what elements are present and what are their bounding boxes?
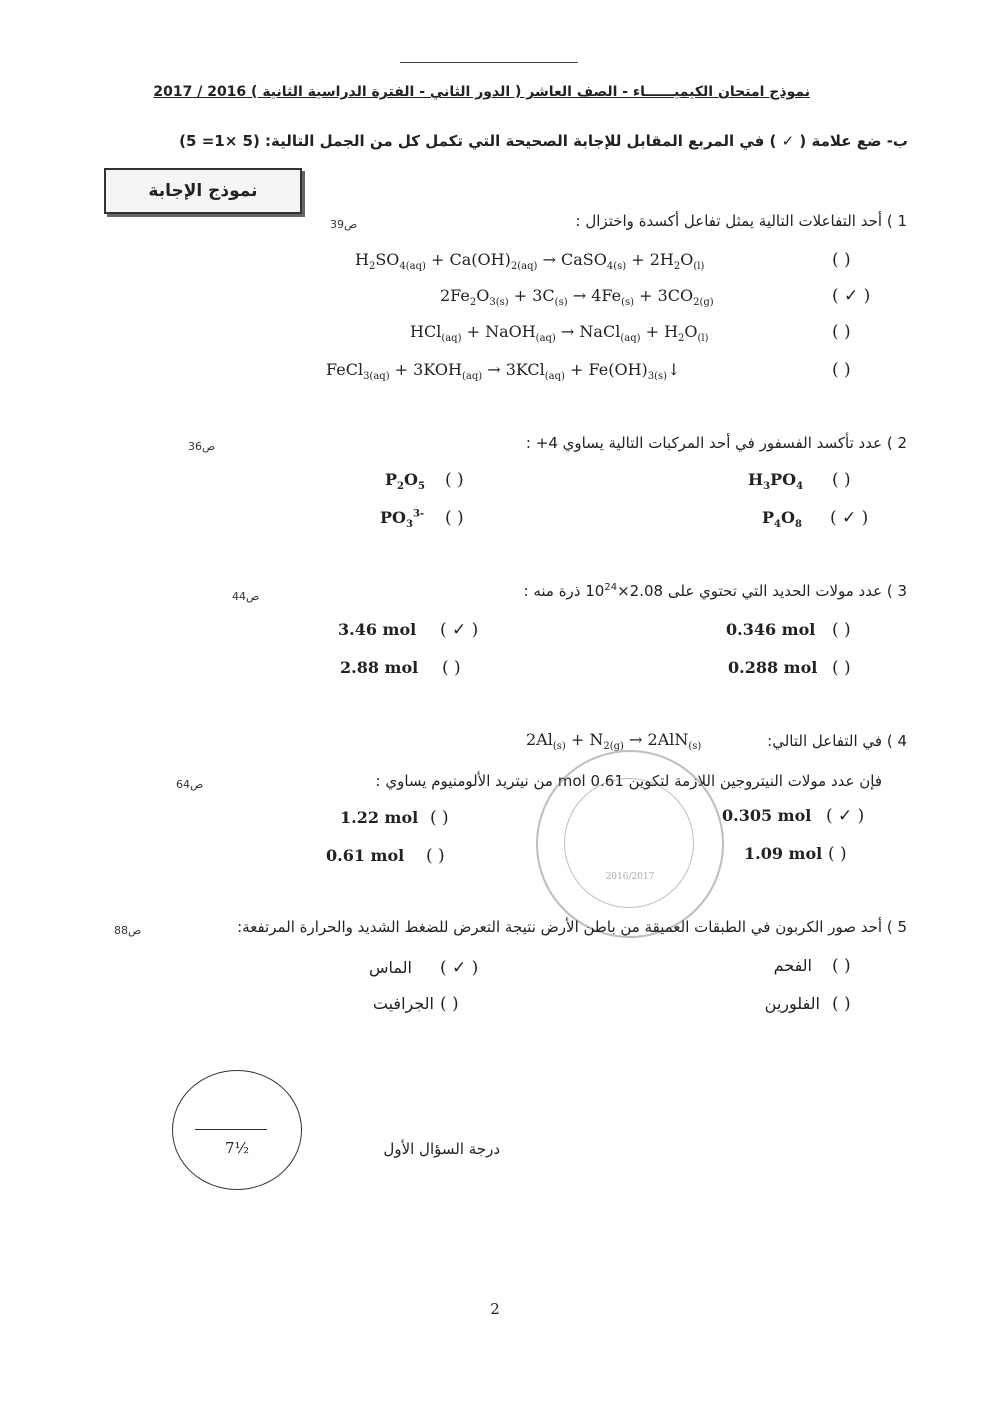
q3-option-4-box[interactable]: ( ) xyxy=(442,658,461,678)
q4-option-1-box[interactable]: ( ✓ ) xyxy=(826,806,865,826)
q1-eq-4: FeCl$_{3(aq)}$ + $3KOH_{(aq)} \to 3KCl_{(aq)}$ + $Fe(OH)_{3(s)}↓$ xyxy=(326,360,681,383)
q1-option-3-box[interactable]: ( ) xyxy=(832,322,851,342)
q2-option-1: $H_3PO_4$ xyxy=(748,470,804,493)
q3-option-1: 0.346 mol xyxy=(726,620,816,639)
stamp-inner-ring xyxy=(564,778,694,908)
q5-page-ref: ص88 xyxy=(114,924,142,937)
score-value: 7½ xyxy=(224,1139,250,1157)
q2-option-3-box[interactable]: ( ✓ ) xyxy=(830,508,869,528)
q5-option-3: الفلورين xyxy=(764,994,820,1013)
q4-page-ref: ص64 xyxy=(176,778,204,791)
official-stamp xyxy=(536,750,724,938)
q3-option-3-box[interactable]: ( ) xyxy=(832,658,851,678)
q5-option-2: الماس xyxy=(369,958,412,977)
instruction: ب- ضع علامة ( ✓ ) في المربع المقابل للإجابة الصحيحة التي تكمل كل من الجمل التالية: (5 ×1= 5) xyxy=(179,132,908,150)
q3-exponent: 24 xyxy=(604,582,618,593)
q3-option-4: 2.88 mol xyxy=(340,658,419,677)
q4-option-2-box[interactable]: ( ) xyxy=(430,808,449,828)
q1-eq-2: $2Fe_2O_{3(s)} + 3C_{(s)} \to 4Fe_{(s)} + 3CO_{2(g)}$ xyxy=(440,286,714,309)
q1-option-4-box[interactable]: ( ) xyxy=(832,360,851,380)
q4-option-4: 0.61 mol xyxy=(326,846,405,865)
q4-option-3: 1.09 mol xyxy=(744,844,823,863)
exam-header: نموذج امتحان الكيميــــــاء - الصف العاشر ( الدور الثاني - الفترة الدراسية الثانية ) 2016 / 2017 xyxy=(153,84,810,100)
q5-option-1-box[interactable]: ( ) xyxy=(832,956,851,976)
q1-eq-1: $H_2SO_{4(aq)} + Ca(OH)_{2(aq)}$ → CaSO$_{4(s)}$ + $2H_2O_{(l)}$ xyxy=(355,250,705,273)
q4-equation: $2Al_{(s)} + N_{2(g)} \to 2AlN_{(s)}$ xyxy=(526,730,702,753)
q5-option-2-box[interactable]: ( ✓ ) xyxy=(440,958,479,978)
q4-option-2: 1.22 mol xyxy=(340,808,419,827)
q2-option-4: $PO_3^{3-}$ xyxy=(380,508,425,531)
q5-option-4: الجرافيت xyxy=(372,994,434,1013)
model-answer-box: نموذج الإجابة xyxy=(104,168,302,214)
q1-option-2-box[interactable]: ( ✓ ) xyxy=(832,286,871,306)
q2-option-2-box[interactable]: ( ) xyxy=(445,470,464,490)
top-rule xyxy=(400,62,578,63)
q2-option-4-box[interactable]: ( ) xyxy=(445,508,464,528)
q1-option-1-box[interactable]: ( ) xyxy=(832,250,851,270)
score-divider xyxy=(195,1129,267,1130)
q1-page-ref: ص39 xyxy=(330,218,358,231)
q2-option-2: $P_2O_5$ xyxy=(385,470,425,493)
q2-option-1-box[interactable]: ( ) xyxy=(832,470,851,490)
q5-option-3-box[interactable]: ( ) xyxy=(832,994,851,1014)
q4-text: 4 ) في التفاعل التالي: xyxy=(767,732,907,750)
q5-option-1: الفحم xyxy=(773,956,812,975)
score-circle xyxy=(172,1070,302,1190)
q3-page-ref: ص44 xyxy=(232,590,260,603)
q2-page-ref: ص36 xyxy=(188,440,216,453)
q3-text xyxy=(524,582,908,600)
score-label: درجة السؤال الأول xyxy=(383,1140,500,1158)
q2-option-3: $P_4O_8$ xyxy=(762,508,802,531)
q3-option-1-box[interactable]: ( ) xyxy=(832,620,851,640)
q3-option-3: 0.288 mol xyxy=(728,658,818,677)
q1-eq-3: HCl$_{(aq)}$ + NaOH$_{(aq)}$ → NaCl$_{(aq)}$ + $H_2O_{(l)}$ xyxy=(410,322,709,345)
q3-text-main: 3 ) عدد مولات الحديد التي تحتوي على 2.08×10 xyxy=(585,582,907,600)
q4-option-4-box[interactable]: ( ) xyxy=(426,846,445,866)
q3-option-2: 3.46 mol xyxy=(338,620,417,639)
page-number: 2 xyxy=(490,1300,500,1318)
q4-text-2: فإن عدد مولات النيتروجين اللازمة لتكوين 0.61 mol من نيتريد الألومنيوم يساوي : xyxy=(375,772,882,790)
q3-option-2-box[interactable]: ( ✓ ) xyxy=(440,620,479,640)
q1-text: 1 ) أحد التفاعلات التالية يمثل تفاعل أكسدة واختزال : xyxy=(575,212,907,230)
stamp-year: 2016/2017 xyxy=(605,872,655,882)
q3-text-tail: ذرة منه : xyxy=(523,582,581,600)
q2-text: 2 ) عدد تأكسد الفسفور في أحد المركبات التالية يساوي 4+ : xyxy=(525,434,907,452)
q5-text: 5 ) أحد صور الكربون في الطبقات العميقة من باطن الأرض نتيجة التعرض للضغط الشديد والحرارة المرتفعة: xyxy=(237,918,907,936)
q4-option-1: 0.305 mol xyxy=(722,806,812,825)
q4-option-3-box[interactable]: ( ) xyxy=(828,844,847,864)
q5-option-4-box[interactable]: ( ) xyxy=(440,994,459,1014)
